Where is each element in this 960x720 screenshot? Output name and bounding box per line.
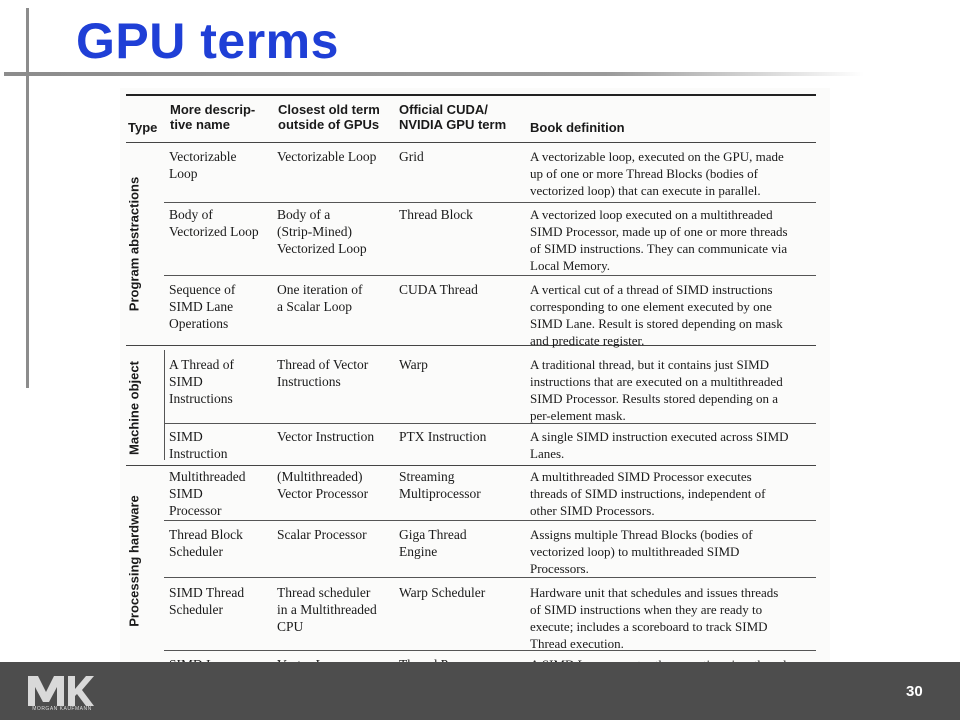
row-divider bbox=[164, 202, 816, 203]
header-cuda-term: Official CUDA/ NVIDIA GPU term bbox=[399, 102, 507, 132]
table-cell-cuda-term: Streaming Multiprocessor bbox=[399, 469, 481, 501]
vertical-accent-line bbox=[26, 8, 29, 388]
table-cell-definition: A single SIMD instruction executed across SIMD Lanes. bbox=[530, 429, 789, 461]
gpu-terms-table bbox=[120, 88, 830, 708]
table-cell-old-term: Thread of Vector Instructions bbox=[277, 357, 369, 389]
table-cell-old-term: One iteration of a Scalar Loop bbox=[277, 282, 363, 314]
table-cell-definition: A traditional thread, but it contains just SIMD instructions that are executed on a multithreaded SIMD Processor. Results stored depending on a per-element mask. bbox=[530, 357, 783, 423]
row-divider bbox=[164, 577, 816, 578]
table-cell-old-term: Vector Instruction bbox=[277, 429, 375, 444]
table-cell-old-term: Thread scheduler in a Multithreaded CPU bbox=[277, 585, 377, 634]
table-cell-descriptive: A Thread of SIMD Instructions bbox=[169, 357, 234, 406]
table-cell-cuda-term: Thread Block bbox=[399, 207, 473, 222]
row-divider bbox=[164, 520, 816, 521]
table-cell-old-term: Vectorizable Loop bbox=[277, 149, 377, 164]
table-cell-definition: A vectorizable loop, executed on the GPU, made up of one or more Thread Blocks (bodies of vectorized loop) that can execute in parallel. bbox=[530, 149, 784, 198]
row-divider bbox=[164, 275, 816, 276]
table-cell-definition: A multithreaded SIMD Processor executes threads of SIMD instructions, independent of other SIMD Processors. bbox=[530, 469, 766, 518]
table-cell-definition: Hardware unit that schedules and issues threads of SIMD instructions when they are ready to execute; includes a scoreboard to track SIMD Thread execution. bbox=[530, 585, 779, 651]
table-cell-cuda-term: Giga Thread Engine bbox=[399, 527, 467, 559]
table-cell-definition: A vertical cut of a thread of SIMD instructions corresponding to one element executed by one SIMD Lane. Result is stored depending on mask and predicate register. bbox=[530, 282, 783, 348]
table-cell-definition: A vectorized loop executed on a multithreaded SIMD Processor, made up of one or more threads of SIMD instructions. They can communicate via Local Memory. bbox=[530, 207, 788, 273]
footer-bar bbox=[0, 662, 960, 720]
table-cell-cuda-term: Grid bbox=[399, 149, 424, 164]
table-cell-descriptive: Body of Vectorized Loop bbox=[169, 207, 259, 239]
table-cell-descriptive: Vectorizable Loop bbox=[169, 149, 237, 181]
horizontal-accent-line bbox=[4, 72, 864, 76]
table-cell-old-term: (Multithreaded) Vector Processor bbox=[277, 469, 369, 501]
table-cell-descriptive: Multithreaded SIMD Processor bbox=[169, 469, 246, 518]
table-cell-cuda-term: CUDA Thread bbox=[399, 282, 478, 297]
table-cell-old-term: Scalar Processor bbox=[277, 527, 367, 542]
table-cell-descriptive: Thread Block Scheduler bbox=[169, 527, 243, 559]
table-cell-descriptive: SIMD Thread Scheduler bbox=[169, 585, 245, 617]
group-label-text: Processing hardware bbox=[126, 495, 142, 627]
table-cell-definition: Assigns multiple Thread Blocks (bodies of vectorized loop) to multithreaded SIMD Processors. bbox=[530, 527, 753, 576]
header-type: Type bbox=[128, 120, 158, 135]
page-number: 30 bbox=[906, 683, 923, 700]
table-cell-descriptive: Sequence of SIMD Lane Operations bbox=[169, 282, 236, 331]
header-book-definition: Book definition bbox=[530, 120, 625, 135]
group-bracket bbox=[164, 350, 165, 460]
group-divider bbox=[126, 465, 816, 466]
group-label-text: Machine object bbox=[126, 361, 142, 455]
table-cell-cuda-term: Warp bbox=[399, 357, 428, 372]
group-label-text: Program abstractions bbox=[126, 176, 142, 312]
table-cell-descriptive: SIMD Instruction bbox=[169, 429, 228, 461]
page-title: GPU terms bbox=[76, 13, 339, 69]
table-cell-cuda-term: PTX Instruction bbox=[399, 429, 487, 444]
table-cell-old-term: Body of a (Strip-Mined) Vectorized Loop bbox=[277, 207, 367, 256]
table-header-rule bbox=[126, 142, 816, 143]
table-top-rule bbox=[126, 94, 816, 96]
logo-wordmark: MORGAN KAUFMANN bbox=[32, 706, 92, 712]
header-old-term: Closest old term outside of GPUs bbox=[278, 102, 380, 132]
table-cell-cuda-term: Warp Scheduler bbox=[399, 585, 486, 600]
header-descriptive-name: More descrip- tive name bbox=[170, 102, 256, 132]
